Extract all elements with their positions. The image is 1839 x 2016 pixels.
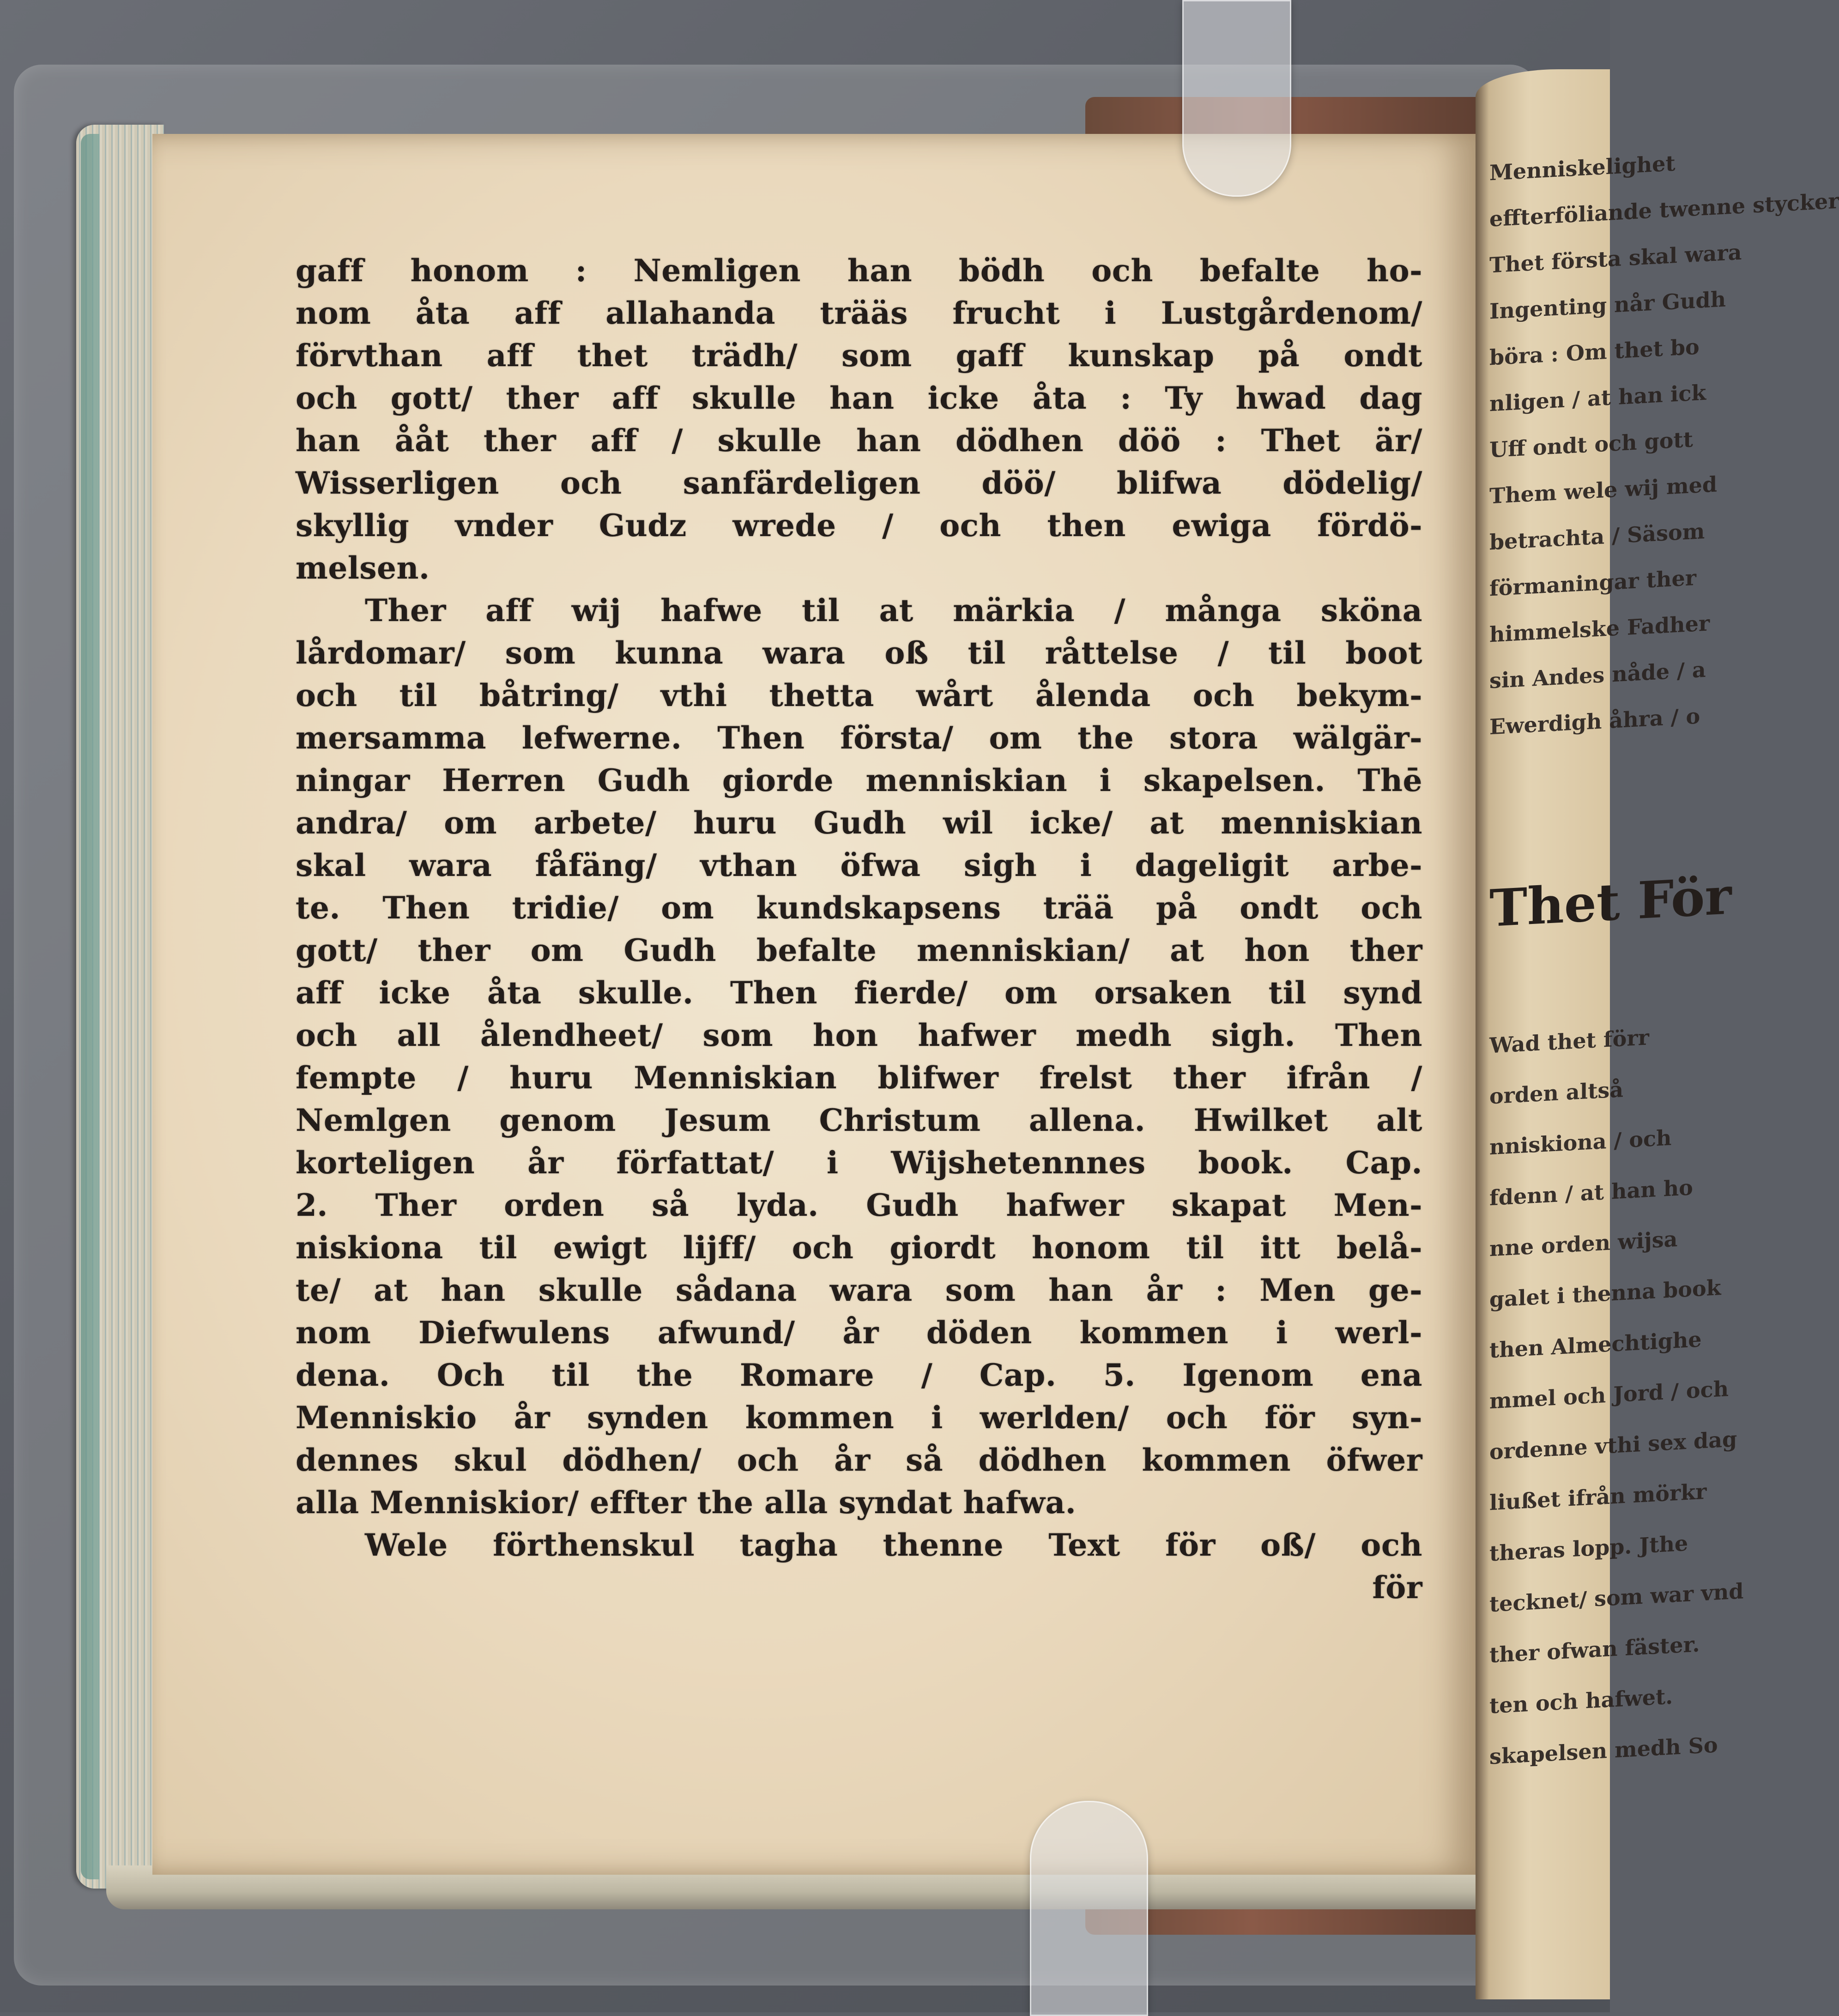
facing-text-line: betrachta / Säsom — [1489, 518, 1705, 555]
printed-text-block — [296, 249, 1422, 1609]
facing-text-line: liußet ifrån mörkr — [1489, 1479, 1707, 1515]
text-line: han ååt ther aff / skulle han dödhen döö : Thet är/ — [296, 423, 1422, 459]
facing-text-line: mmel och Jord / och — [1489, 1376, 1729, 1414]
text-line: Nemlgen genom Jesum Christum allena. Hwilket alt — [296, 1102, 1422, 1138]
facing-text-line: sin Andes nåde / a — [1489, 657, 1706, 694]
text-line: alla Menniskior/ effter the alla syndat hafwa. — [296, 1485, 1077, 1521]
text-line: melsen. — [296, 550, 430, 586]
text-line: korteligen år författat/ i Wijshetennnes book. Cap. — [296, 1145, 1422, 1181]
text-line: te/ at han skulle sådana wara som han år : Men ge- — [296, 1272, 1422, 1308]
text-line: lårdomar/ som kunna wara oß til råttelse / til boot — [296, 635, 1422, 671]
facing-text-line: then Almechtighe — [1489, 1327, 1702, 1363]
text-line: och gott/ ther aff skulle han icke åta : Ty hwad dag — [296, 380, 1422, 416]
facing-text-line: galet i thenna book — [1489, 1275, 1721, 1312]
text-line: skal wara fåfäng/ vthan öfwa sigh i dageligit arbe- — [296, 847, 1422, 883]
text-line: Menniskio år synden kommen i werlden/ och för syn- — [296, 1400, 1422, 1436]
facing-text-line: Ewerdigh åhra / o — [1489, 703, 1700, 740]
facing-heading: Thet För — [1489, 866, 1732, 938]
facing-text-line: Thet första skal wara — [1489, 239, 1742, 278]
paragraph-start-line: Wele förthenskul tagha thenne Text för oß/ och — [365, 1527, 1422, 1563]
text-line: gott/ ther om Gudh befalte menniskian/ at hon ther — [296, 932, 1422, 968]
facing-text-line: Wad thet förr — [1489, 1025, 1649, 1058]
facing-text-line: nne orden wijsa — [1489, 1226, 1678, 1262]
facing-text-line: effterföliande twenne stycker — [1489, 188, 1839, 232]
text-line: andra/ om arbete/ huru Gudh wil icke/ at menniskian — [296, 805, 1422, 841]
facing-page-edge — [1476, 69, 1839, 1999]
facing-text-line: nligen / at han ick — [1489, 380, 1706, 416]
text-line: nom åta aff allahanda trääs frucht i Lustgårdenom/ — [296, 295, 1422, 331]
text-line: mersamma lefwerne. Then första/ om the stora wälgär- — [296, 720, 1422, 756]
text-line: och all ålendheet/ som hon hafwer medh sigh. Then — [296, 1017, 1422, 1053]
facing-text-line: Ingenting når Gudh — [1489, 286, 1726, 324]
page-block-edges — [76, 125, 164, 1889]
facing-text-line: ordenne vthi sex dag — [1489, 1426, 1737, 1465]
catchword: för — [1372, 1569, 1422, 1606]
mylar-clip-bottom — [1030, 1801, 1148, 2016]
text-line: aff icke åta skulle. Then fierde/ om orsaken til synd — [296, 975, 1422, 1011]
text-line: förvthan aff thet trädh/ som gaff kunskap på ondt — [296, 338, 1422, 374]
text-line: dennes skul dödhen/ och år så dödhen kommen öfwer — [296, 1442, 1422, 1478]
facing-text-line: böra : Om thet bo — [1489, 334, 1700, 370]
facing-text-line: förmaningar ther — [1489, 565, 1696, 601]
text-line: niskiona til ewigt lijff/ och giordt honom til itt belå- — [296, 1230, 1422, 1266]
facing-text-line: skapelsen medh So — [1489, 1732, 1718, 1769]
text-line: och til båtring/ vthi thetta wårt ålenda och bekym- — [296, 677, 1422, 713]
text-line: skyllig vnder Gudz wrede / och then ewiga fördö- — [296, 507, 1422, 543]
mylar-clip-top — [1182, 0, 1291, 197]
facing-text-line: himmelske Fadher — [1489, 610, 1710, 647]
facing-text-line: tecknet/ som war vnd — [1489, 1578, 1744, 1617]
facing-text-line: theras lopp. Jthe — [1489, 1530, 1688, 1566]
facing-text-line: orden altså — [1489, 1077, 1624, 1109]
text-line: fempte / huru Menniskian blifwer frelst ther ifrån / — [296, 1060, 1422, 1096]
text-line: ningar Herren Gudh giorde menniskian i skapelsen. Thē — [296, 762, 1422, 798]
facing-text-line: nniskiona / och — [1489, 1125, 1672, 1160]
text-line: dena. Och til the Romare / Cap. 5. Igenom ena — [296, 1357, 1422, 1393]
facing-text-line: fdenn / at han ho — [1489, 1175, 1693, 1211]
text-line: te. Then tridie/ om kundskapsens trää på ondt och — [296, 890, 1422, 926]
facing-text-line: Uff ondt och gott — [1489, 427, 1693, 463]
text-line: Wisserligen och sanfärdeligen döö/ blifwa dödelig/ — [296, 465, 1422, 501]
paragraph-start-line: Ther aff wij hafwe til at märkia / många sköna — [365, 592, 1422, 628]
facing-text-line: ther ofwan fäster. — [1489, 1631, 1700, 1668]
facing-text-line: ten och hafwet. — [1489, 1684, 1673, 1719]
text-line: 2. Ther orden så lyda. Gudh hafwer skapat Men- — [296, 1187, 1422, 1223]
text-line: gaff honom : Nemligen han bödh och befalte ho- — [296, 253, 1422, 289]
text-line: nom Diefwulens afwund/ år döden kommen i werl- — [296, 1315, 1422, 1351]
facing-text-line: Menniskelighet — [1489, 151, 1676, 186]
facing-text-line: Them wele wij med — [1489, 471, 1718, 509]
